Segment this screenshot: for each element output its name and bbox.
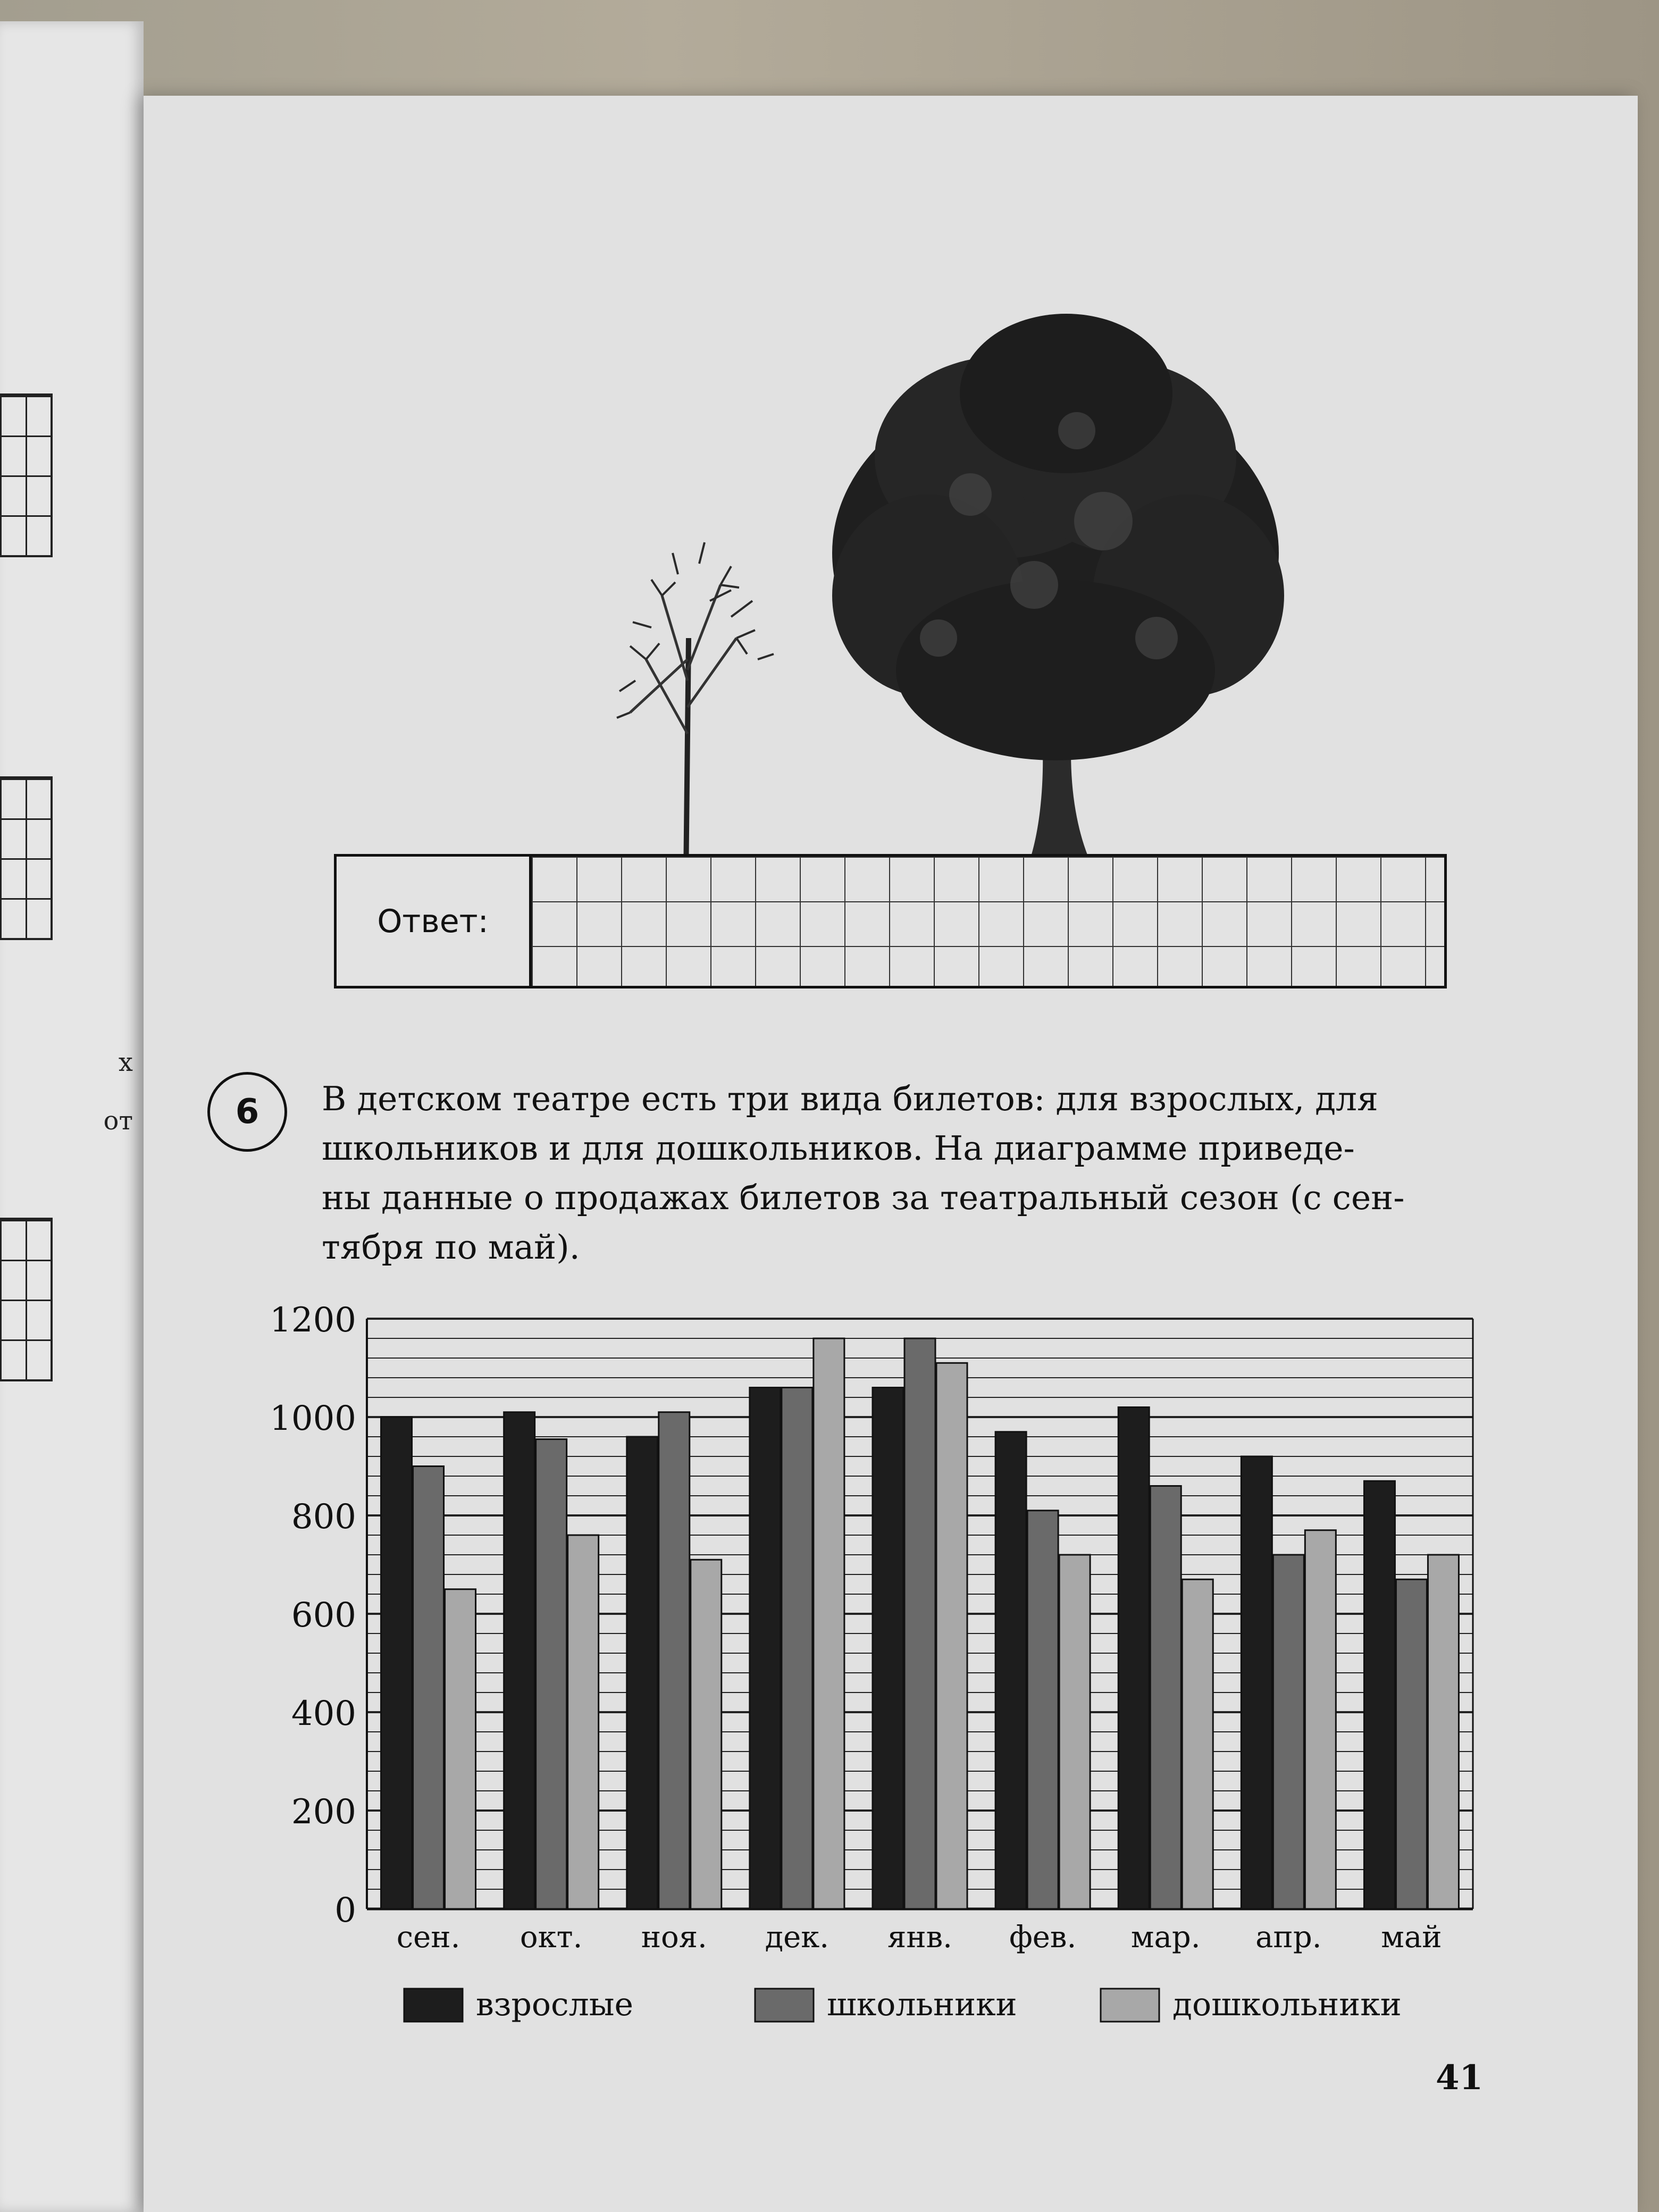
bar-школьники (1396, 1579, 1427, 1909)
y-tick-label: 1200 (270, 1303, 356, 1340)
task-text (322, 1074, 1470, 1272)
bar-школьники (536, 1439, 567, 1909)
left-page-grid (0, 776, 53, 940)
bar-школьники (782, 1388, 812, 1909)
left-page-grid (0, 393, 53, 557)
bar-дошкольники (445, 1589, 476, 1909)
x-tick-label: фев. (1009, 1920, 1077, 1955)
y-tick-label: 1000 (270, 1399, 356, 1438)
bar-школьники (659, 1412, 690, 1909)
x-tick-label: апр. (1255, 1920, 1322, 1955)
bar-дошкольники (814, 1338, 844, 1909)
legend-label: школьники (827, 1986, 1017, 2023)
bar-взрослые (1241, 1456, 1272, 1909)
bar-взрослые (381, 1417, 412, 1909)
bar-дошкольники (936, 1363, 967, 1909)
sea-buckthorn-tree (617, 542, 774, 887)
bar-взрослые (873, 1388, 903, 1909)
left-page-fragment: от (103, 1106, 133, 1136)
y-tick-label: 200 (291, 1792, 356, 1832)
bar-взрослые (995, 1432, 1026, 1909)
task-text-line: ны данные о продажах билетов за театральный сезон (с сен- (322, 1178, 1405, 1217)
oak-tree (832, 314, 1284, 877)
page-number: 41 (1436, 2058, 1484, 2098)
bar-взрослые (750, 1388, 781, 1909)
task-text-line: В детском театре есть три вида билетов: для взрослых, для (322, 1079, 1378, 1118)
x-tick-label: мар. (1130, 1920, 1201, 1955)
legend-label: взрослые (476, 1986, 634, 2023)
legend-swatch (1101, 1989, 1159, 2022)
bar-дошкольники (568, 1535, 599, 1909)
y-tick-label: 0 (334, 1891, 356, 1930)
answer-label: Ответ: (337, 857, 532, 986)
x-tick-label: ноя. (641, 1920, 707, 1955)
legend-label: дошкольники (1172, 1986, 1402, 2023)
bar-взрослые (1118, 1407, 1149, 1909)
x-tick-label: май (1381, 1920, 1442, 1955)
task-text-line: тября по май). (322, 1228, 580, 1267)
answer-grid[interactable] (532, 857, 1444, 986)
bar-взрослые (627, 1437, 658, 1909)
bar-школьники (904, 1338, 935, 1909)
x-tick-label: окт. (520, 1920, 583, 1955)
left-page-grid (0, 1218, 53, 1381)
bar-взрослые (504, 1412, 535, 1909)
task-number: 6 (207, 1072, 287, 1152)
ticket-sales-bar-chart (207, 1303, 1590, 2154)
y-tick-label: 800 (291, 1497, 356, 1537)
left-page-edge (0, 21, 144, 2212)
y-tick-label: 400 (291, 1694, 356, 1733)
trees-illustration (598, 255, 1369, 946)
bar-школьники (413, 1467, 444, 1909)
x-tick-label: сен. (396, 1920, 460, 1955)
bar-дошкольники (1305, 1530, 1336, 1909)
left-page-fragment: х (118, 1048, 133, 1077)
bar-дошкольники (1059, 1555, 1090, 1909)
bar-дошкольники (691, 1560, 722, 1909)
y-tick-label: 600 (291, 1596, 356, 1635)
workbook-page (144, 96, 1638, 2212)
bar-взрослые (1364, 1481, 1395, 1909)
task-text-line: школьников и для дошкольников. На диаграмме приведе- (322, 1129, 1355, 1168)
legend-swatch (755, 1989, 814, 2022)
answer-box (334, 854, 1447, 988)
x-tick-label: дек. (765, 1920, 830, 1955)
bar-дошкольники (1182, 1579, 1213, 1909)
x-tick-label: янв. (887, 1920, 952, 1955)
bar-дошкольники (1428, 1555, 1459, 1909)
legend-swatch (404, 1989, 463, 2022)
bar-школьники (1027, 1511, 1058, 1909)
bar-школьники (1150, 1486, 1181, 1909)
bar-школьники (1273, 1555, 1304, 1909)
